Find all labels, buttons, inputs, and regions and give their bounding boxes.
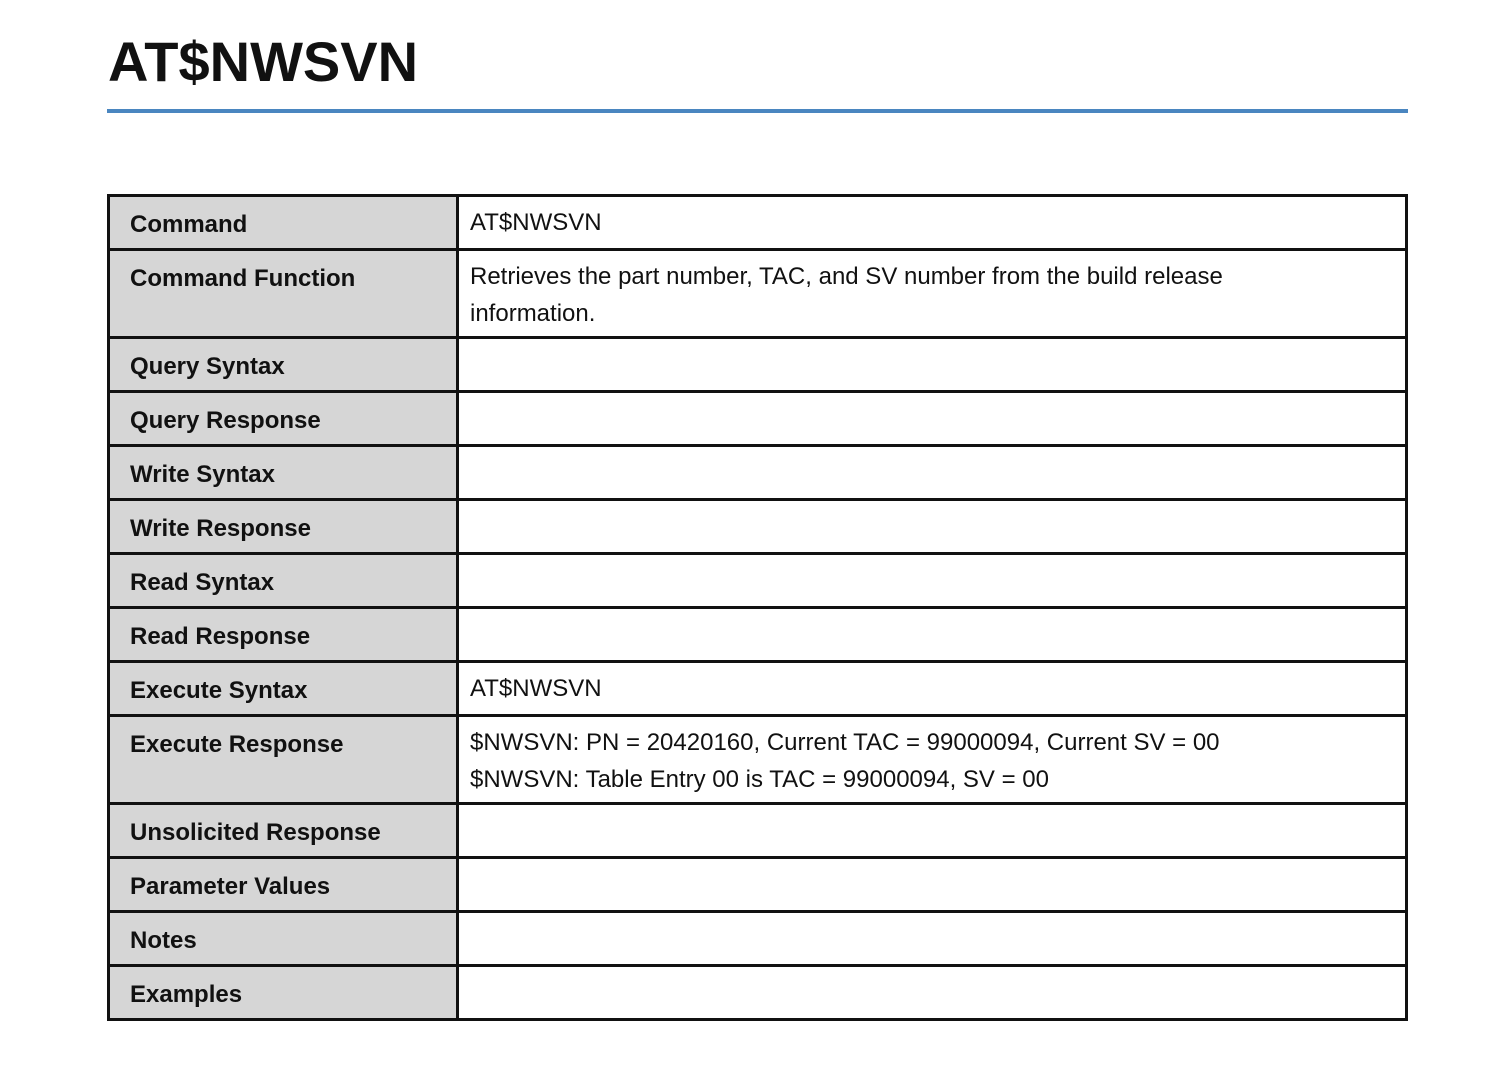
- row-label: Notes: [109, 912, 458, 966]
- table-row: [109, 500, 1407, 554]
- row-label: Query Syntax: [109, 338, 458, 392]
- table-row: [109, 662, 1407, 716]
- row-value: [458, 858, 1407, 912]
- row-value: [458, 392, 1407, 446]
- row-label: Examples: [109, 966, 458, 1020]
- row-value: [458, 554, 1407, 608]
- row-label: Command Function: [109, 250, 458, 338]
- table-row: [109, 912, 1407, 966]
- row-value: [458, 608, 1407, 662]
- command-spec-table: [107, 194, 1408, 1021]
- row-value: [458, 196, 1407, 250]
- page-title: AT$NWSVN: [108, 30, 419, 93]
- table-row: [109, 196, 1407, 250]
- row-value-line: information.: [470, 300, 596, 327]
- row-label: Execute Syntax: [109, 662, 458, 716]
- table-row: [109, 716, 1407, 804]
- row-value-line: Retrieves the part number, TAC, and SV number from the build release: [470, 263, 1223, 290]
- row-value: [458, 500, 1407, 554]
- table-row: [109, 966, 1407, 1020]
- row-value: [458, 338, 1407, 392]
- row-value: [458, 662, 1407, 716]
- row-value: [458, 716, 1407, 804]
- row-value-line: $NWSVN: PN = 20420160, Current TAC = 99000094, Current SV = 00: [470, 729, 1220, 756]
- row-value-line: $NWSVN: Table Entry 00 is TAC = 99000094, SV = 00: [470, 766, 1049, 793]
- row-label: Write Response: [109, 500, 458, 554]
- row-value: [458, 912, 1407, 966]
- row-label: Command: [109, 196, 458, 250]
- table-row: [109, 250, 1407, 338]
- table-row: [109, 338, 1407, 392]
- row-value: [458, 250, 1407, 338]
- row-label: Query Response: [109, 392, 458, 446]
- row-label: Read Syntax: [109, 554, 458, 608]
- row-value: [458, 804, 1407, 858]
- title-divider: [107, 109, 1408, 113]
- table-row: [109, 858, 1407, 912]
- table-row: [109, 446, 1407, 500]
- table-row: [109, 392, 1407, 446]
- row-value: [458, 446, 1407, 500]
- command-spec-table-body: [109, 196, 1407, 1020]
- row-value: [458, 966, 1407, 1020]
- row-label: Read Response: [109, 608, 458, 662]
- row-label: Write Syntax: [109, 446, 458, 500]
- row-value-line: AT$NWSVN: [470, 675, 602, 702]
- table-row: [109, 554, 1407, 608]
- row-label: Parameter Values: [109, 858, 458, 912]
- table-row: [109, 608, 1407, 662]
- table-row: [109, 804, 1407, 858]
- row-label: Unsolicited Response: [109, 804, 458, 858]
- row-value-line: AT$NWSVN: [470, 209, 602, 236]
- row-label: Execute Response: [109, 716, 458, 804]
